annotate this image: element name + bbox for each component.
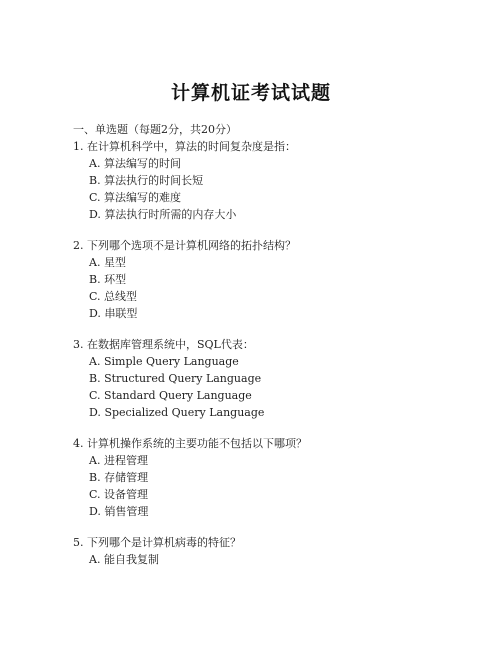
option-d <box>73 305 473 322</box>
option-text: 环型 <box>104 273 127 286</box>
option-c <box>73 288 473 305</box>
option-text: Standard Query Language <box>104 389 252 402</box>
option-letter: B. <box>89 273 101 286</box>
option-d <box>73 206 473 223</box>
option-text: 存储管理 <box>104 471 149 484</box>
question-text: 下列哪个是计算机病毒的特征？ <box>87 536 241 549</box>
option-text: Specialized Query Language <box>104 406 265 419</box>
option-letter: C. <box>89 290 101 303</box>
option-c <box>73 189 473 206</box>
option-text: 算法执行时所需的内存大小 <box>104 208 237 221</box>
document-body <box>73 122 473 582</box>
option-a <box>73 155 473 172</box>
question-text: 下列哪个选项不是计算机网络的拓扑结构？ <box>87 239 296 252</box>
option-a <box>73 452 473 469</box>
option-text: Structured Query Language <box>104 372 262 385</box>
option-text: 算法编写的难度 <box>104 191 182 204</box>
option-c <box>73 486 473 503</box>
option-text: 串联型 <box>104 307 138 320</box>
question-1 <box>73 138 473 223</box>
question-stem <box>73 534 473 551</box>
option-d <box>73 404 473 421</box>
question-text: 在计算机科学中，算法的时间复杂度是指： <box>87 140 296 153</box>
option-letter: C. <box>89 389 101 402</box>
option-letter: D. <box>89 406 101 419</box>
question-stem <box>73 435 473 452</box>
question-stem <box>73 237 473 254</box>
option-b <box>73 271 473 288</box>
option-letter: D. <box>89 505 101 518</box>
option-letter: B. <box>89 174 101 187</box>
option-b <box>73 172 473 189</box>
question-4 <box>73 435 473 520</box>
option-text: 销售管理 <box>104 505 149 518</box>
question-text: 在数据库管理系统中，SQL代表： <box>87 338 254 351</box>
option-text: 设备管理 <box>104 488 149 501</box>
question-3 <box>73 336 473 421</box>
question-number: 4. <box>73 437 84 450</box>
option-text: 星型 <box>103 256 126 269</box>
option-b <box>73 370 473 387</box>
option-b <box>73 469 473 486</box>
option-letter: B. <box>89 471 101 484</box>
question-stem <box>73 336 473 353</box>
option-text: 进程管理 <box>103 454 148 467</box>
option-letter: A. <box>89 553 101 566</box>
option-letter: A. <box>89 355 101 368</box>
option-text: 算法编写的时间 <box>103 157 181 170</box>
question-stem <box>73 138 473 155</box>
question-2 <box>73 237 473 322</box>
option-letter: A. <box>89 157 101 170</box>
option-c <box>73 387 473 404</box>
option-a <box>73 551 473 568</box>
question-text: 计算机操作系统的主要功能不包括以下哪项？ <box>87 437 307 450</box>
option-text: 总线型 <box>104 290 138 303</box>
option-text: 能自我复制 <box>103 553 159 566</box>
option-letter: C. <box>89 488 101 501</box>
option-text: Simple Query Language <box>103 355 239 368</box>
option-a <box>73 254 473 271</box>
question-number: 3. <box>73 338 84 351</box>
option-letter: D. <box>89 208 101 221</box>
option-text: 算法执行的时间长短 <box>104 174 204 187</box>
option-letter: B. <box>89 372 101 385</box>
option-letter: A. <box>89 454 101 467</box>
question-number: 1. <box>73 140 84 153</box>
question-5 <box>73 534 473 568</box>
question-number: 2. <box>73 239 84 252</box>
option-letter: D. <box>89 307 101 320</box>
question-number: 5. <box>73 536 84 549</box>
option-a <box>73 353 473 370</box>
option-letter: C. <box>89 191 101 204</box>
option-d <box>73 503 473 520</box>
option-letter: A. <box>89 256 101 269</box>
section-heading: 一、单选题（每题2分，共20分） <box>73 123 237 136</box>
document-title: 计算机证考试试题 <box>170 82 331 104</box>
